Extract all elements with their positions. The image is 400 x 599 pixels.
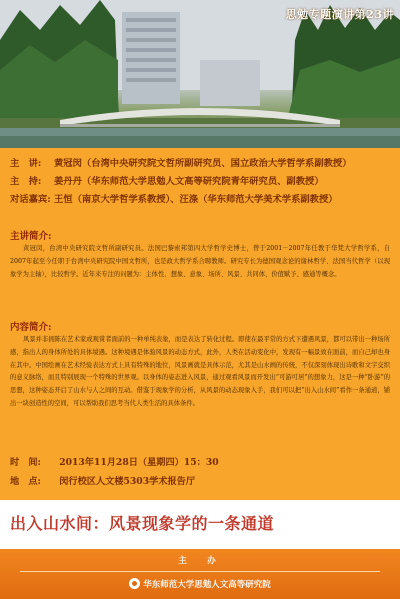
participants-block xyxy=(10,155,398,209)
info-panel xyxy=(0,148,400,500)
lecture-series-label: 思勉专题演讲第23讲 xyxy=(285,8,394,21)
campus-scene-illustration xyxy=(0,0,400,148)
campus-photo xyxy=(0,0,400,148)
location-value: 闵行校区人文楼5303学术报告厅 xyxy=(59,476,196,487)
guests-line xyxy=(10,191,398,209)
footer-divider xyxy=(20,571,380,572)
speaker-label: 主 讲: xyxy=(10,158,42,169)
speaker-line xyxy=(10,155,398,173)
summary-text: 风景并非拥陈在艺术家或观赏者面前的一种单纯表象，而是表达了转化过程。即使在最平常的方式下遭遇风景，都可以带出一种场所感，指出人的身体所处的具体境遇。这种境遇是体验风景的动态方式，此外，人类在活动变化中，发现有一幅景致在面前，而自己却也身在其中。中国绘画在艺术经验表达方式上具有特殊的地位，风景画就是具体示范，尤其是山水画的传统，不仅深刻体现出诗歌和文字交织的意义脉络，而且特别展现一个特殊的世界观。以身体的姿态进入风景，通过观看风景而开发出“可游可居”的想象力，这是一种“卧游”的思想，这种姿态开启了山水与人之间的互动。借鉴于现象学的分析，从风景的动态现象入手，我们可以把“出入山水间”看作一条通道，铺出一块创造性的空间，可以帮助我们思考当代人类生活的具体条件。 xyxy=(10,336,390,407)
moderator-label: 主 持: xyxy=(10,176,42,187)
host-label: 主 办 xyxy=(178,556,222,566)
bio-text: 黄冠闵，台湾中央研究院文哲所副研究员。法国巴黎索邦第四大学哲学史博士，曾于2001－2007年任教于华梵大学哲学系，自2007年起至今任职于台湾中央研究院中国文哲所，也是政大哲学系合聘教师。研究专长为德国观念论的谢林哲学、法国当代哲学（以现象学为主轴），比较哲学。近年来专注的问题为：主体性、想象、意象、场所、风景、共同体、价值赋予、感通等概念。 xyxy=(10,245,390,278)
time-line xyxy=(10,454,219,468)
guests-value: 王恒（南京大学哲学系教授）、汪涤（华东师范大学美术学系副教授） xyxy=(54,194,338,205)
time-label: 时 间: xyxy=(10,457,41,468)
host-organization-name: 华东师范大学思勉人文高等研究院 xyxy=(143,580,271,590)
location-line xyxy=(10,473,195,487)
time-value: 2013年11月28日（星期四）15：30 xyxy=(59,457,219,468)
speaker-value: 黄冠闵（台湾中央研究院文哲所副研究员、国立政治大学哲学系副教授） xyxy=(54,158,352,169)
moderator-line xyxy=(10,173,398,191)
lecture-title: 出入山水间：风景现象学的一条通道 xyxy=(10,514,275,533)
bio-title: 主讲简介: xyxy=(10,231,52,242)
moderator-value: 姜丹丹（华东师范大学思勉人文高等研究院青年研究员、副教授） xyxy=(54,176,324,187)
university-seal-icon xyxy=(129,578,140,589)
guests-label: 对话嘉宾: xyxy=(10,194,51,205)
host-organization xyxy=(0,578,400,590)
summary-title: 内容简介: xyxy=(10,322,52,333)
location-label: 地 点: xyxy=(10,476,41,487)
host-footer xyxy=(0,549,400,599)
